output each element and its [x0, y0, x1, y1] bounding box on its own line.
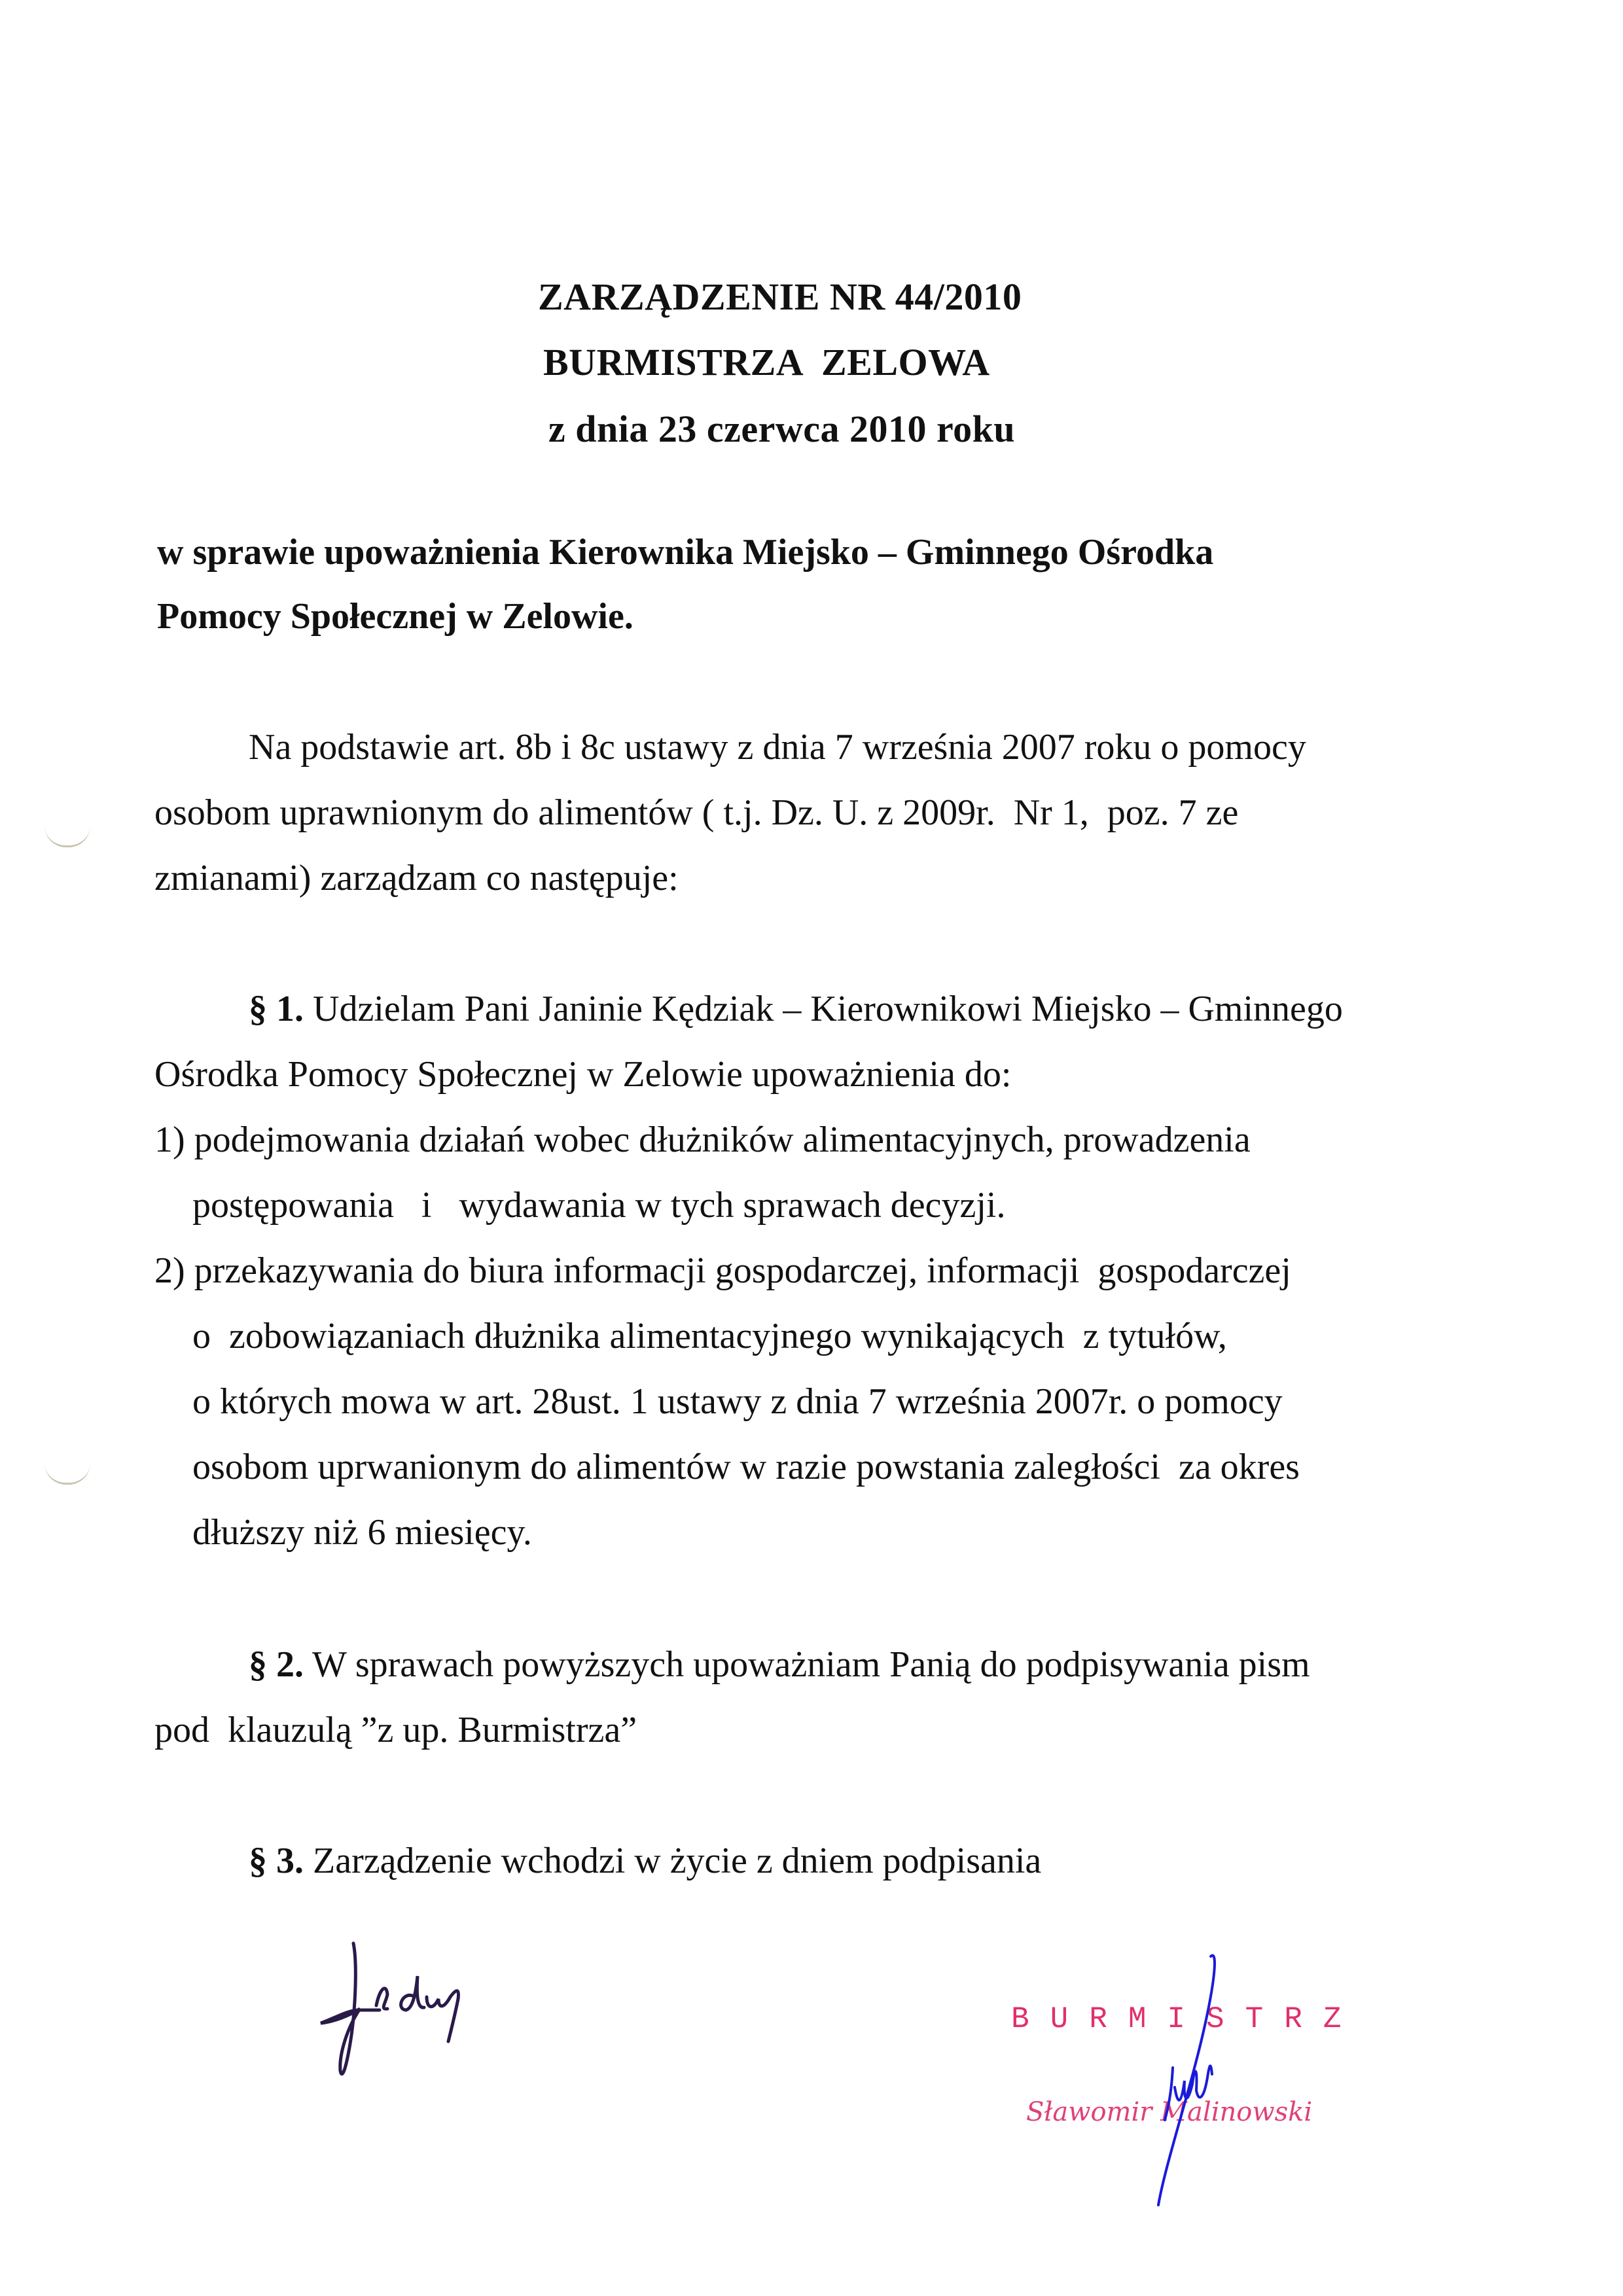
section-1-line-2: Ośrodka Pomocy Społecznej w Zelowie upoważnienia do: [154, 1054, 1012, 1095]
section-1-item-2-line-2: o zobowiązaniach dłużnika alimentacyjnego wynikających z tytułów, [192, 1316, 1227, 1356]
section-1-item-2-line-4: osobom uprwanionym do alimentów w razie powstania zaległości za okres [192, 1447, 1300, 1487]
section-2-marker: § 2. [249, 1644, 304, 1685]
document-issuer: BURMISTRZA ZELOWA [543, 341, 990, 383]
margin-mark-bottom [45, 1463, 90, 1485]
section-1-text: Udzielam Pani Janinie Kędziak – Kierownikowi Miejsko – Gminnego [304, 989, 1343, 1029]
handwritten-signature-right-icon [1113, 1950, 1257, 2212]
stamp-title: BURMISTRZ [1011, 2002, 1363, 2036]
section-2-line-2: pod klauzulą ”z up. Burmistrza” [154, 1710, 637, 1750]
document-date: z dnia 23 czerwca 2010 roku [548, 408, 1016, 450]
section-3-text: Zarządzenie wchodzi w życie z dniem podpisania [304, 1841, 1042, 1881]
section-1-item-2-line-3: o których mowa w art. 28ust. 1 ustawy z dnia 7 września 2007r. o pomocy [192, 1381, 1283, 1422]
document-title: ZARZĄDZENIE NR 44/2010 [538, 275, 1022, 318]
section-1-item-2-line-1: 2) przekazywania do biura informacji gospodarczej, informacji gospodarczej [154, 1250, 1291, 1291]
preamble-line-3: zmianami) zarządzam co następuje: [154, 858, 679, 898]
section-1-marker: § 1. [249, 989, 304, 1029]
section-2-text: W sprawach powyższych upoważniam Panią do podpisywania pism [304, 1644, 1310, 1685]
stamp-name: Sławomir Malinowski [1026, 2097, 1313, 2127]
subject-line-1: w sprawie upoważnienia Kierownika Miejsko – Gminnego Ośrodka [157, 532, 1214, 573]
margin-mark-top [45, 826, 90, 847]
section-3-marker: § 3. [249, 1841, 304, 1881]
section-2-line-1 [249, 1644, 1310, 1686]
section-1-item-2-line-5: dłuższy niż 6 miesięcy. [192, 1512, 532, 1553]
section-1-item-1-line-2: postępowania i wydawania w tych sprawach decyzji. [192, 1185, 1006, 1226]
section-3-line [249, 1840, 1041, 1882]
handwritten-signature-left-icon [314, 1937, 484, 2094]
preamble-line-2: osobom uprawnionym do alimentów ( t.j. Dz. U. z 2009r. Nr 1, poz. 7 ze [154, 792, 1239, 833]
section-1-line-1 [249, 988, 1343, 1030]
subject-line-2: Pomocy Społecznej w Zelowie. [157, 596, 633, 637]
preamble-line-1: Na podstawie art. 8b i 8c ustawy z dnia 7 września 2007 roku o pomocy [249, 727, 1306, 768]
section-1-item-1-line-1: 1) podejmowania działań wobec dłużników alimentacyjnych, prowadzenia [154, 1120, 1251, 1160]
